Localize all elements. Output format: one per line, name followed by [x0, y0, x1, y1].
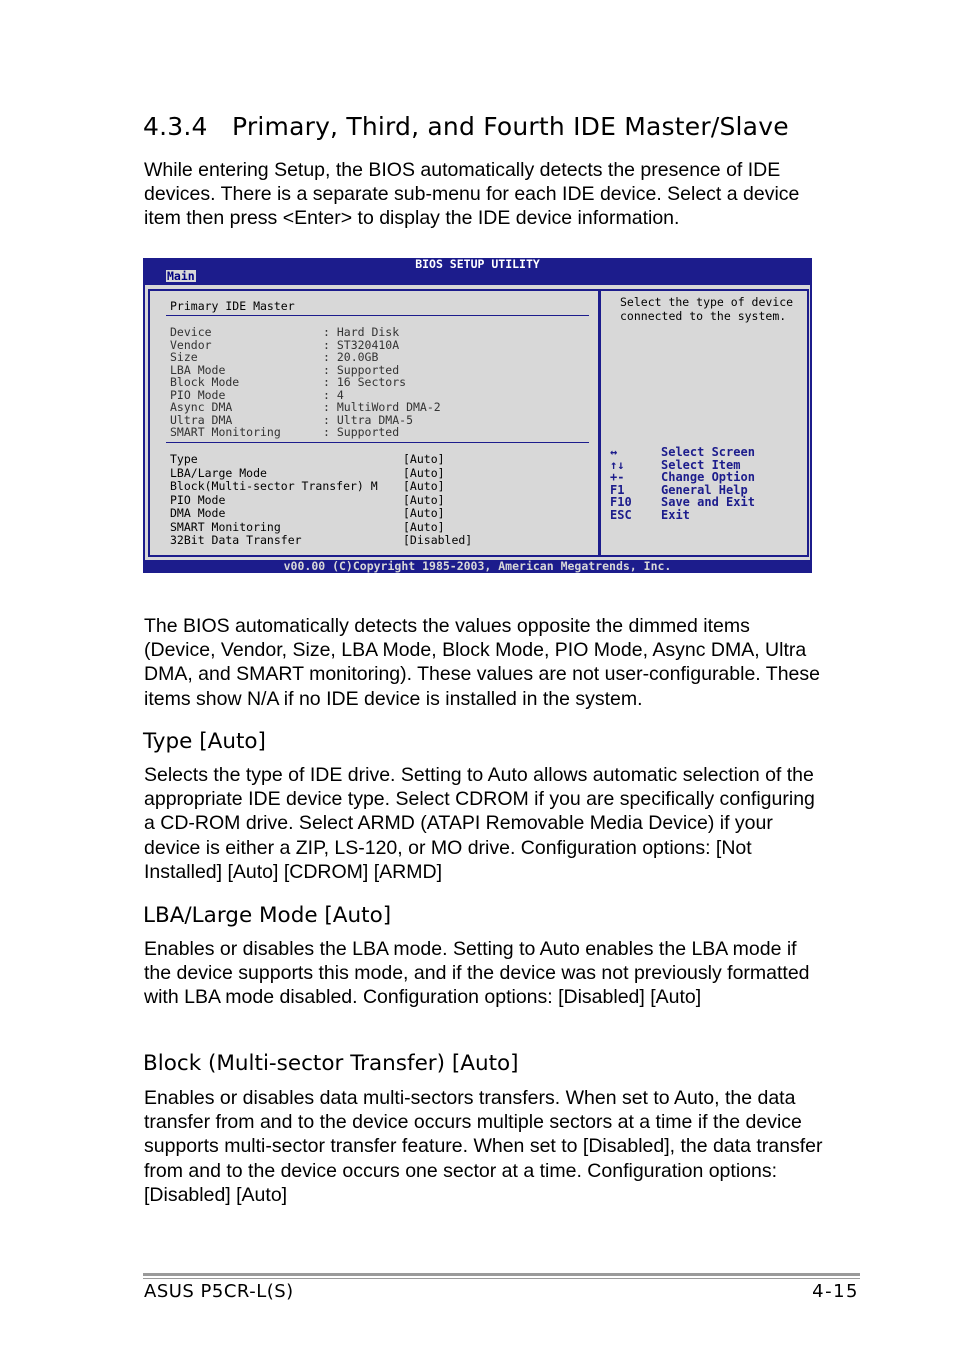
type-paragraph: Selects the type of IDE drive. Setting to Auto allows automatic selection of the appropriate IDE device type. Select CDROM if you are specifically configuring a CD-ROM drive. Select ARMD (ATAPI Removable Media Device) if your device is either a ZIP, LS-120, or MO drive. Configuration options: [Not Installed] [Auto] [CDROM] [ARMD] [144, 764, 815, 883]
option-value[interactable]: [Auto] [403, 506, 445, 520]
info-value: : Ultra DMA-5 [323, 412, 414, 427]
info-value: : Supported [323, 362, 400, 377]
lba-paragraph: Enables or disables the LBA mode. Setting to Auto enables the LBA mode if the device supports this mode, and if the device was not previously formatted with LBA mode disabled. Configuration options: [Disabled] [Auto] [144, 938, 810, 1009]
info-value: : 4 [323, 387, 344, 402]
key-label: F10 [610, 495, 632, 509]
option-label: LBA/Large Mode [170, 465, 267, 480]
section-title: 4.3.4 Primary, Third, and Fourth IDE Master/Slave [143, 112, 789, 141]
info-label: PIO Mode [170, 387, 226, 402]
bios-submenu-heading: Primary IDE Master [170, 299, 295, 313]
info-label: Device [170, 325, 212, 339]
footer-product-name: ASUS P5CR-L(S) [144, 1281, 294, 1302]
option-value[interactable]: [Auto] [403, 465, 445, 480]
info-value: : Supported [323, 425, 400, 439]
info-label: Size [170, 350, 198, 364]
info-value: : ST320410A [323, 337, 400, 352]
footer-divider [143, 1273, 860, 1276]
info-label: Async DMA [170, 400, 233, 414]
option-label: SMART Monitoring [170, 519, 281, 534]
intro-paragraph: While entering Setup, the BIOS automatically detects the presence of IDE devices. There is a separate sub-menu for each IDE device. Select a device item then press <Enter> to display the IDE device information. [144, 159, 800, 230]
info-label: Vendor [170, 337, 212, 352]
bios-panel [145, 285, 810, 560]
tab-main[interactable]: Main [167, 269, 195, 283]
help-text: Select the type of device connected to the system. [620, 295, 794, 323]
subheading-type: Type [Auto] [143, 729, 266, 754]
key-desc: Exit [661, 507, 690, 522]
subheading-block-transfer: Block (Multi-sector Transfer) [Auto] [143, 1051, 519, 1076]
info-value: : Hard Disk [323, 325, 400, 339]
option-label: PIO Mode [170, 492, 226, 507]
bios-screenshot [143, 258, 812, 573]
option-value[interactable]: [Auto] [403, 519, 445, 534]
key-desc: Select Screen [661, 445, 755, 459]
key-desc: General Help [661, 482, 748, 497]
option-value[interactable]: [Auto] [403, 479, 445, 493]
footer-divider-thin [143, 1278, 860, 1279]
option-label: 32Bit Data Transfer [170, 533, 302, 547]
subheading-lba-large-mode: LBA/Large Mode [Auto] [143, 903, 392, 928]
key-desc: Change Option [661, 470, 755, 484]
key-desc: Select Item [661, 457, 741, 472]
bios-title: BIOS SETUP UTILITY [415, 258, 540, 271]
key-label: ESC [610, 507, 632, 522]
block-paragraph: Enables or disables data multi-sectors transfers. When set to Auto, the data transfer from and to the device occurs multiple sectors at a time if the device supports multi-sector transfer feature. When set to [Disabled], the data transfer from and to the device occurs one sector at a time. Configuration options: [Disabled] [Auto] [144, 1087, 823, 1206]
option-value[interactable]: [Auto] [403, 452, 445, 466]
info-value: : 16 Sectors [323, 375, 407, 389]
option-label: Block(Multi-sector Transfer) M [170, 479, 378, 493]
info-value: : MultiWord DMA-2 [323, 400, 441, 414]
divider [166, 315, 589, 316]
up-down-arrows-icon: ↑↓ [610, 457, 625, 472]
bios-copyright: v00.00 (C)Copyright 1985-2003, American Megatrends, Inc. [283, 559, 672, 573]
auto-detect-paragraph: The BIOS automatically detects the values opposite the dimmed items (Device, Vendor, Size, LBA Mode, Block Mode, PIO Mode, Async DMA, Ultra DMA, and SMART monitoring). These values are not user-configurable. These items show N/A if no IDE device is installed in the system. [144, 615, 820, 710]
info-value: : 20.0GB [323, 350, 379, 364]
option-value[interactable]: [Auto] [403, 492, 445, 507]
option-value[interactable]: [Disabled] [403, 533, 473, 547]
left-right-arrow-icon: ↔ [610, 445, 618, 459]
bios-left-frame [148, 289, 600, 557]
footer-page-number: 4-15 [812, 1281, 859, 1302]
option-label: Type [170, 452, 198, 466]
info-label: LBA Mode [170, 362, 226, 377]
info-label: Ultra DMA [170, 412, 233, 427]
option-label: DMA Mode [170, 506, 226, 520]
divider [166, 442, 589, 443]
key-label: +- [610, 470, 625, 484]
info-label: Block Mode [170, 375, 240, 389]
info-label: SMART Monitoring [170, 425, 281, 439]
key-label: F1 [610, 482, 625, 497]
key-desc: Save and Exit [661, 495, 755, 509]
